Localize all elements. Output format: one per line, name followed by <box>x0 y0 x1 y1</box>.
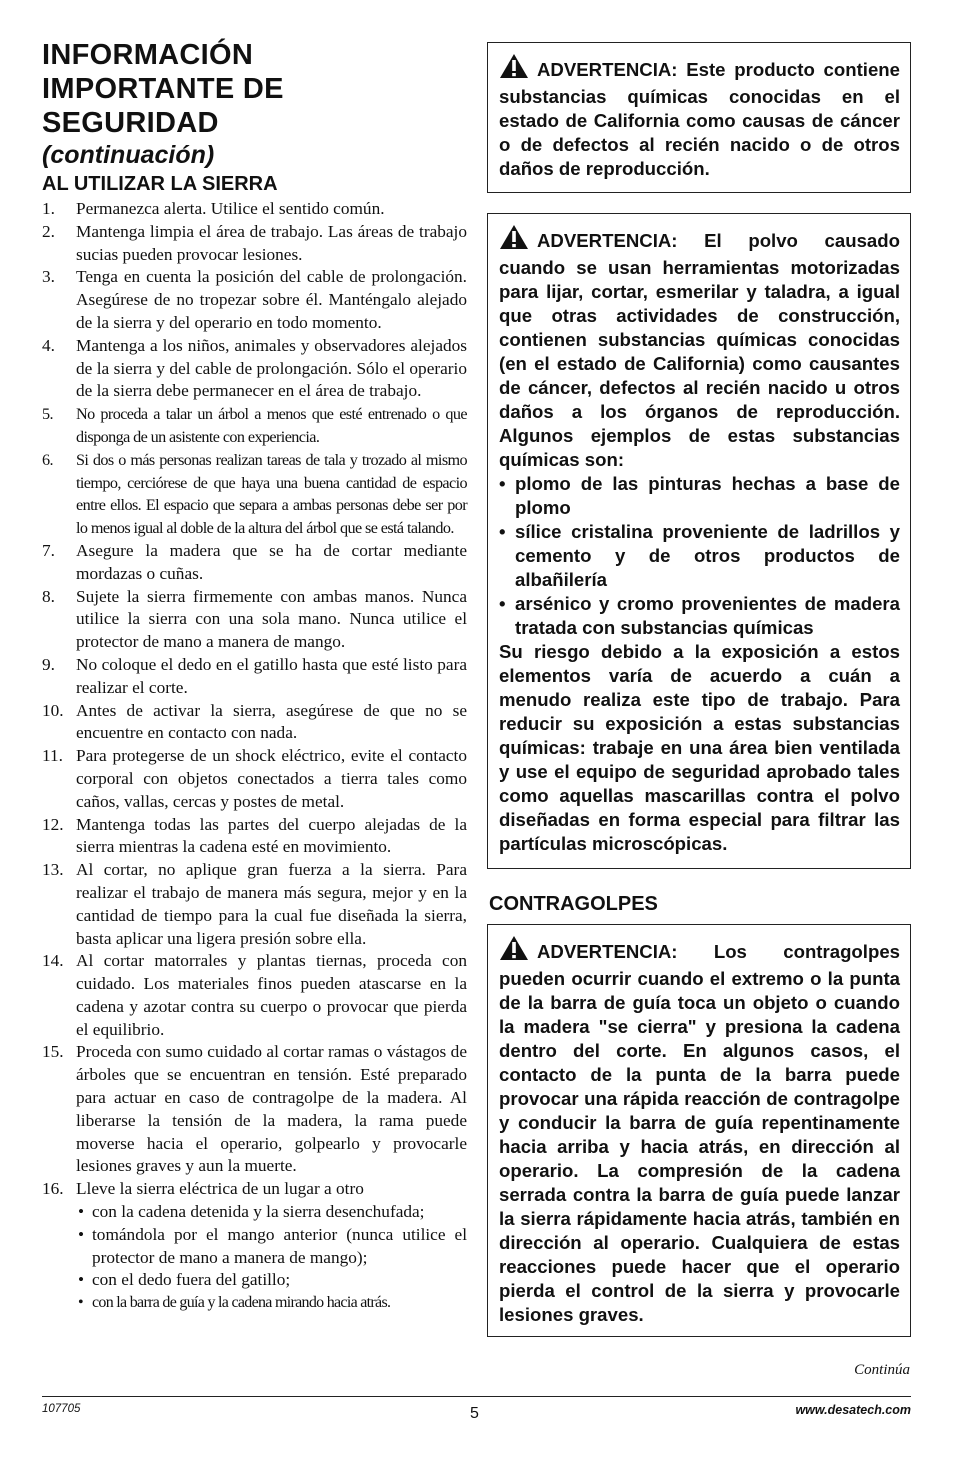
sub-bullet-text: tomándola por el mango anterior (nunca utilice el protector de mano a manera de mango); <box>92 1224 467 1267</box>
left-column <box>42 38 467 1315</box>
rule-number: 15. <box>42 1042 64 1062</box>
page-title <box>42 38 467 140</box>
rule-text: No proceda a talar un árbol a menos que esté entrenado o que disponga de un asistente con experiencia. <box>76 405 467 446</box>
bullet-dot-icon: • <box>499 473 506 494</box>
rule-item <box>42 449 467 540</box>
chemical-text: arsénico y cromo provenientes de madera tratada con substancias químicas <box>515 593 900 638</box>
rule-item <box>42 859 467 950</box>
warning-text: ADVERTENCIA: Este producto contiene substancias químicas conocidas en el estado de California como causas de cáncer o de defectos al recién nacido o de otros daños de reproducción. <box>499 59 900 179</box>
chemical-item <box>499 472 900 520</box>
warning-closing-text: Su riesgo debido a la exposición a estos elementos varía de acuerdo a cuán a menudo realiza este tipo de trabajo. Para reducir su exposición a estas substancias químicas: trabaje en una área bien ventilada y use el equipo de seguridad aprobado tales como aquellas mascarillas contra el polvo diseñadas en forma especial para filtrar las partículas microscópicas. <box>499 641 900 854</box>
title-line-1: INFORMACIÓN <box>42 39 254 71</box>
section-heading-sierra: AL UTILIZAR LA SIERRA <box>42 173 278 195</box>
bullet-dot-icon: • <box>499 521 506 542</box>
rule-text: Tenga en cuenta la posición del cable de prolongación. Asegúrese de no tropezar sobre él. Manténgalo alejado de la sierra y del operario en todo momento. <box>76 267 467 332</box>
sub-bullet-text: con la barra de guía y la cadena mirando hacia atrás. <box>92 1294 391 1312</box>
rule-item <box>42 1178 467 1315</box>
rule-number: 11. <box>42 746 63 766</box>
rule-16-bullets <box>76 1201 467 1315</box>
title-line-2: IMPORTANTE DE <box>42 73 284 105</box>
rule-text: Asegure la madera que se ha de cortar mediante mordazas o cuñas. <box>76 540 467 583</box>
page-number: 5 <box>470 1405 479 1422</box>
rule-number: 13. <box>42 860 64 880</box>
warning-box-dust <box>487 213 911 869</box>
warning-triangle-icon <box>499 224 529 256</box>
rule-text: Si dos o más personas realizan tareas de tala y trozado al mismo tiempo, cerciórese de que haya una buena cantidad de espacio entre ellos. El espacio que separa a ambas personas debe ser por lo menos igual al doble de la altura del árbol que se está talando. <box>76 450 467 538</box>
rule-text: Mantenga a los niños, animales y observadores alejados de la sierra y del cable de prolongación. Sólo el operario de la sierra debe permanecer en el área de trabajo. <box>76 335 467 401</box>
chemical-item <box>499 520 900 592</box>
rule-text: Mantenga limpia el área de trabajo. Las áreas de trabajo sucias pueden provocar lesiones. <box>76 221 467 264</box>
rule-number: 6. <box>42 450 53 469</box>
sub-bullet-item <box>76 1269 467 1292</box>
rule-number: 2. <box>42 221 55 241</box>
bullet-dot-icon: • <box>78 1270 85 1290</box>
rule-number: 14. <box>42 951 64 971</box>
sub-bullet-item <box>76 1292 467 1315</box>
chemical-text: sílice cristalina proveniente de ladrillos y cemento y de otros productos de albañilería <box>515 521 900 590</box>
rule-item <box>42 540 467 586</box>
rule-number: 4. <box>42 335 55 355</box>
chemical-text: plomo de las pinturas hechas a base de plomo <box>515 473 900 518</box>
chemical-item <box>499 592 900 640</box>
rule-text: Al cortar matorrales y plantas tiernas, proceda con cuidado. Los materiales finos pueden atascarse en la cadena y azotar contra su cuerpo o provocar que pierda el equilibrio. <box>76 951 467 1039</box>
bullet-dot-icon: • <box>78 1294 83 1312</box>
rule-text: Al cortar, no aplique gran fuerza a la sierra. Para realizar el trabajo de manera más segura, mejor y en la cantidad de tiempo para la cual fue diseñada la sierra, basta aplicar una ligera presión sobre ella. <box>76 860 467 948</box>
rule-text: Para protegerse de un shock eléctrico, evite el contacto corporal con objetos conectados a tierra tales como caños, vallas, cercas y postes de metal. <box>76 746 467 811</box>
rule-text: Mantenga todas las partes del cuerpo alejadas de la sierra mientras la cadena esté en movimiento. <box>76 814 467 857</box>
rule-item <box>42 1041 467 1178</box>
safety-rules-list <box>42 198 467 1315</box>
continued-label: Continúa <box>854 1362 910 1378</box>
document-number: 107705 <box>42 1403 81 1415</box>
chemical-list <box>499 472 900 640</box>
rule-number: 8. <box>42 586 55 606</box>
rule-item <box>42 266 467 334</box>
website-url: www.desatech.com <box>795 1403 911 1417</box>
rule-item <box>42 198 467 221</box>
section-heading-contragolpes: CONTRAGOLPES <box>489 893 658 915</box>
warning-box-kickback <box>487 924 911 1337</box>
title-line-3: SEGURIDAD <box>42 107 219 139</box>
rule-number: 1. <box>42 199 55 218</box>
rule-number: 3. <box>42 267 55 287</box>
warning-triangle-icon <box>499 935 529 967</box>
warning-text: ADVERTENCIA: Los contragolpes pueden ocurrir cuando el extremo o la punta de la barra de guía toca un objeto o cuando la madera "se cierra" y presiona la cadena dentro del corte. En algunos casos, el contacto de la punta de la barra puede provocar una rápida reacción de contragolpe y conducir la barra de guía repentinamente hacia arriba y hacia atrás, en dirección al operario. La compresión de la cadena serrada contra la barra de guía puede lanzar la sierra rápidamente hacia atrás, también en dirección al operario. Cualquiera de estas reacciones puede hacer que el operario pierda el control de la sierra y provocarle lesiones graves. <box>499 941 900 1325</box>
bullet-dot-icon: • <box>499 593 506 614</box>
rule-item <box>42 700 467 746</box>
rule-item <box>42 586 467 654</box>
warning-box-california <box>487 42 911 193</box>
rule-number: 5. <box>42 405 53 424</box>
rule-number: 16. <box>42 1179 64 1199</box>
rule-item <box>42 950 467 1041</box>
rule-text: Antes de activar la sierra, asegúrese de que no se encuentre en contacto con nada. <box>76 700 467 743</box>
sub-bullet-item <box>76 1201 467 1224</box>
page-subtitle: (continuación) <box>42 141 215 169</box>
bullet-dot-icon: • <box>78 1224 85 1244</box>
rule-item <box>42 335 467 403</box>
rule-number: 7. <box>42 540 55 560</box>
rule-number: 10. <box>42 700 64 720</box>
rule-number: 9. <box>42 654 55 674</box>
rule-item <box>42 403 467 449</box>
rule-text: Proceda con sumo cuidado al cortar ramas o vástagos de árboles que se encuentran en tensión. Esté preparado para actuar en caso de contragolpe de la madera. Al liberarse la tensión de la madera, la rama puede moverse hacia el operario, golpearlo y provocarle lesiones graves y aun la muerte. <box>76 1042 467 1176</box>
rule-text: Permanezca alerta. Utilice el sentido común. <box>76 199 385 218</box>
rule-item <box>42 745 467 813</box>
footer-divider <box>42 1396 911 1397</box>
rule-text: Lleve la sierra eléctrica de un lugar a otro <box>76 1179 364 1199</box>
rule-text: Sujete la sierra firmemente con ambas manos. Nunca utilice la sierra con una sola mano. Nunca utilice el protector de mano a manera de mango. <box>76 586 467 652</box>
rule-text: No coloque el dedo en el gatillo hasta que esté listo para realizar el corte. <box>76 654 467 697</box>
bullet-dot-icon: • <box>78 1202 85 1222</box>
warning-text: ADVERTENCIA: El polvo causado cuando se usan herramientas motorizadas para lijar, cortar, esmerilar y taladra, a igual que otras actividades de construcción, contienen substancias químicas conocidas (en el estado de California) como causantes de cáncer, defectos al recién nacido u otros daños a los órganos de reproducción. Algunos ejemplos de estas substancias químicas son: <box>499 230 900 470</box>
sub-bullet-text: con la cadena detenida y la sierra desenchufada; <box>92 1202 425 1222</box>
right-column <box>487 42 911 1337</box>
rule-number: 12. <box>42 814 64 834</box>
rule-item <box>42 814 467 860</box>
rule-item <box>42 654 467 700</box>
warning-triangle-icon <box>499 53 529 85</box>
rule-item <box>42 221 467 267</box>
sub-bullet-text: con el dedo fuera del gatillo; <box>92 1270 291 1290</box>
sub-bullet-item <box>76 1224 467 1270</box>
